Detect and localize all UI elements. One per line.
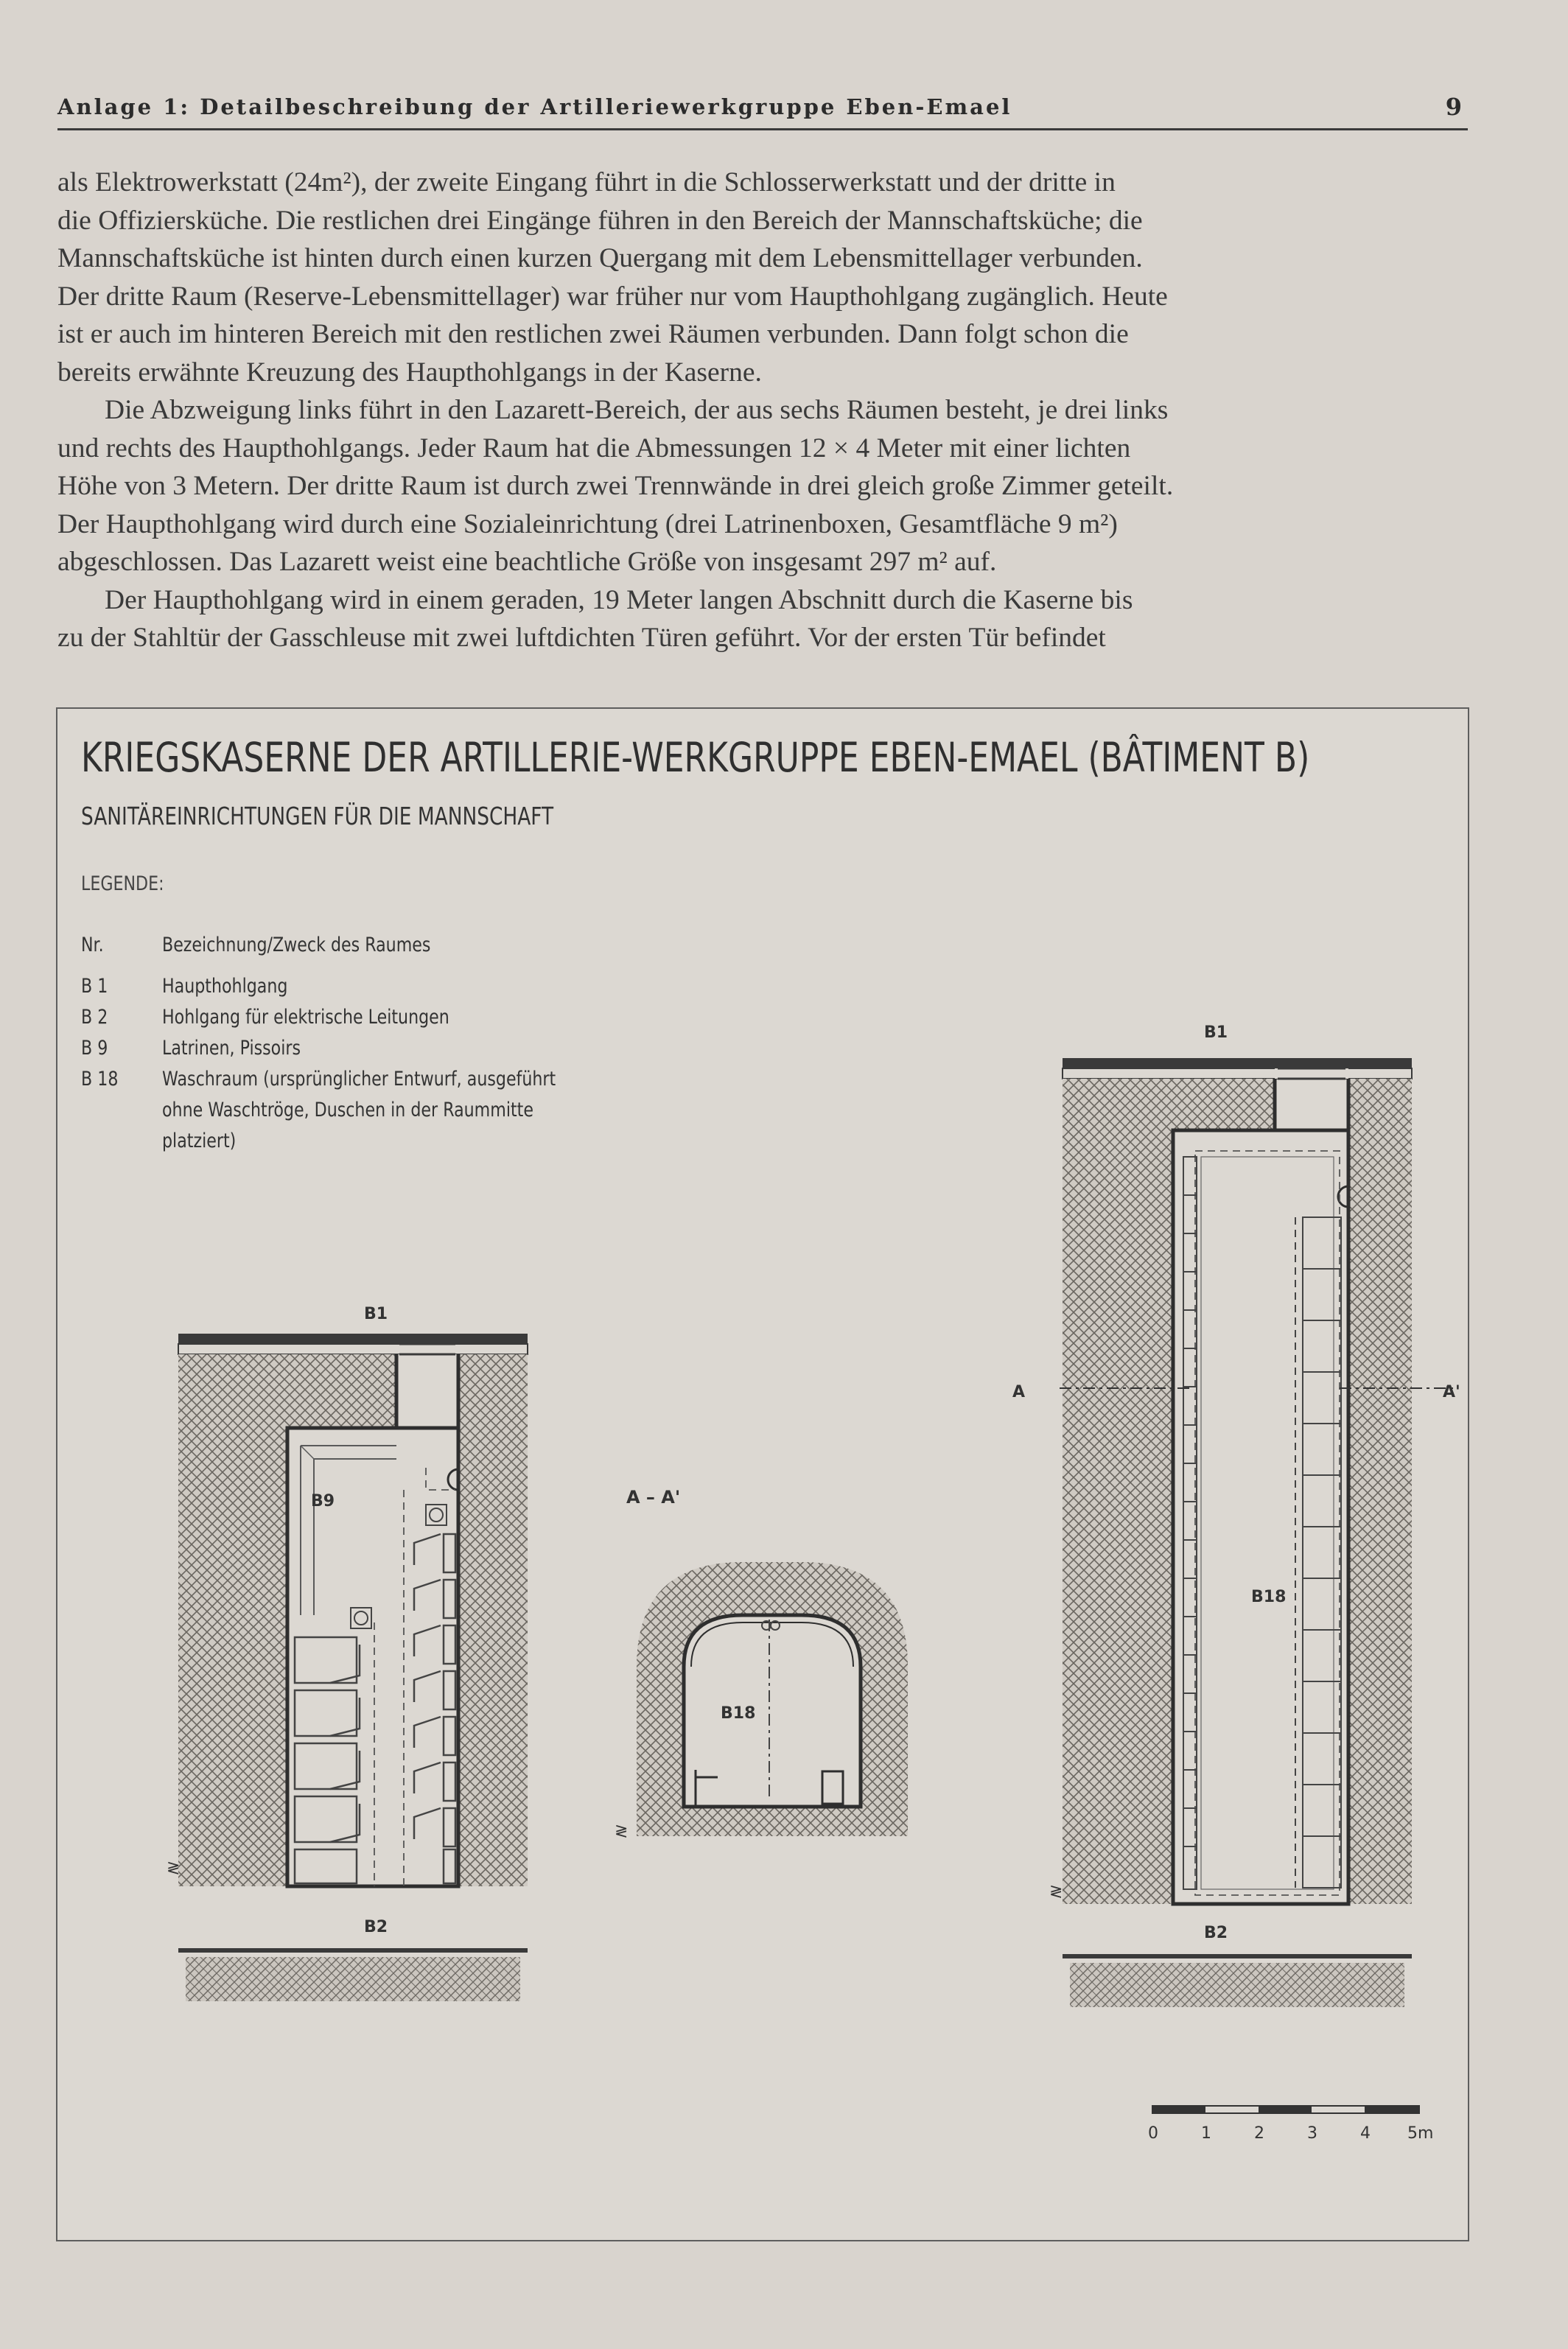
- rock-left: [178, 1354, 287, 1886]
- label-b2-right: B2: [1204, 1924, 1228, 1942]
- b18-room: [1173, 1130, 1348, 1904]
- scale-tick: 5m: [1407, 2124, 1434, 2143]
- scale-tick: 4: [1360, 2124, 1371, 2143]
- text-line: als Elektrowerkstatt (24m²), der zweite Eingang führt in die Schlosserwerkstatt und der dritte in: [57, 167, 1116, 197]
- figure-title: KRIEGSKASERNE DER ARTILLERIE-WERKGRUPPE EBEN-EMAEL (BÂTIMENT B): [81, 734, 1310, 781]
- svg-text:≷: ≷: [615, 1822, 629, 1841]
- text-line: Die Abzweigung links führt in den Lazarett-Bereich, der aus sechs Räumen besteht, je drei links: [105, 395, 1169, 425]
- text-line: die Offiziersküche. Die restlichen drei Eingänge führen in den Bereich der Mannschaftsküche; die: [57, 205, 1143, 236]
- text-line: und rechts des Haupthohlgangs. Jeder Raum hat die Abmessungen 12 × 4 Meter mit einer lichten: [57, 433, 1131, 463]
- figure-subtitle: SANITÄREINRICHTUNGEN FÜR DIE MANNSCHAFT: [81, 802, 554, 830]
- text-line: abgeschlossen. Das Lazarett weist eine beachtliche Größe von insgesamt 297 m² auf.: [57, 547, 997, 577]
- svg-text:≷: ≷: [1049, 1883, 1063, 1901]
- scale-tick: 3: [1307, 2124, 1317, 2143]
- legend-desc-cont: ohne Waschtröge, Duschen in der Raummitte: [162, 1099, 533, 1121]
- right-plan: [1012, 1023, 1460, 2007]
- text-line: Mannschaftsküche ist hinten durch einen kurzen Quergang mit dem Lebensmittellager verbunden.: [57, 243, 1143, 273]
- text-line: Der dritte Raum (Reserve-Lebensmittellager) war früher nur vom Haupthohlgang zugänglich. Heute: [57, 281, 1168, 312]
- running-header: [57, 90, 1468, 130]
- left-plan: [167, 1305, 528, 2001]
- label-b18-section: B18: [721, 1704, 756, 1723]
- text-line: Der Haupthohlgang wird in einem geraden, 19 Meter langen Abschnitt durch die Kaserne bis: [105, 584, 1133, 615]
- label-b18-right: B18: [1251, 1588, 1287, 1606]
- page-number: 9: [1445, 93, 1462, 121]
- text-line: bereits erwähnte Kreuzung des Haupthohlgangs in der Kaserne.: [57, 357, 762, 388]
- legend-desc: Waschraum (ursprünglicher Entwurf, ausgeführt: [162, 1068, 556, 1091]
- legend-nr: B 9: [81, 1037, 108, 1060]
- top-slab: [178, 1334, 528, 1344]
- legend-nr-header: Nr.: [81, 934, 104, 956]
- legend-desc: Haupthohlgang: [162, 975, 288, 998]
- legend-desc-cont: platziert): [162, 1130, 237, 1152]
- legend-nr: B 18: [81, 1068, 119, 1091]
- figure: [56, 707, 1469, 2241]
- label-a: A: [1012, 1383, 1026, 1401]
- rock-left-right-plan: [1063, 1079, 1173, 1904]
- label-b9: B9: [311, 1492, 335, 1510]
- body-text: [57, 164, 1468, 657]
- label-a-prime: A': [1443, 1383, 1460, 1401]
- text-line: ist er auch im hinteren Bereich mit den restlichen zwei Räumen verbunden. Dann folgt schon die: [57, 319, 1129, 349]
- label-b1-right: B1: [1204, 1023, 1228, 1042]
- scale-bar: [1148, 2106, 1433, 2143]
- legend-nr: B 1: [81, 975, 108, 998]
- section-a-a: [615, 1487, 908, 1841]
- header-title: Anlage 1: Detailbeschreibung der Artilleriewerkgruppe Eben-Emael: [57, 94, 1012, 119]
- section-title: A – A': [626, 1487, 681, 1508]
- label-b2-left: B2: [364, 1918, 388, 1936]
- legend-nr: B 2: [81, 1006, 108, 1029]
- text-line: Der Haupthohlgang wird durch eine Sozialeinrichtung (drei Latrinenboxen, Gesamtfläche 9 m²): [57, 508, 1118, 539]
- floor-plan-drawing: [57, 709, 1468, 2240]
- rock-right: [458, 1354, 528, 1886]
- text-line: zu der Stahltür der Gasschleuse mit zwei luftdichten Türen geführt. Vor der ersten Tür befindet: [57, 623, 1106, 653]
- text-line: Höhe von 3 Metern. Der dritte Raum ist durch zwei Trennwände in drei gleich große Zimmer geteilt.: [57, 471, 1174, 501]
- legend-desc: Latrinen, Pissoirs: [162, 1037, 301, 1060]
- legend-desc: Hohlgang für elektrische Leitungen: [162, 1006, 449, 1029]
- scale-tick: 1: [1201, 2124, 1211, 2143]
- legend-heading: LEGENDE:: [81, 872, 164, 895]
- scale-tick: 2: [1254, 2124, 1264, 2143]
- label-b1-left: B1: [364, 1305, 388, 1323]
- legend-desc-header: Bezeichnung/Zweck des Raumes: [162, 934, 431, 956]
- scale-tick: 0: [1148, 2124, 1158, 2143]
- svg-text:≷: ≷: [167, 1859, 181, 1877]
